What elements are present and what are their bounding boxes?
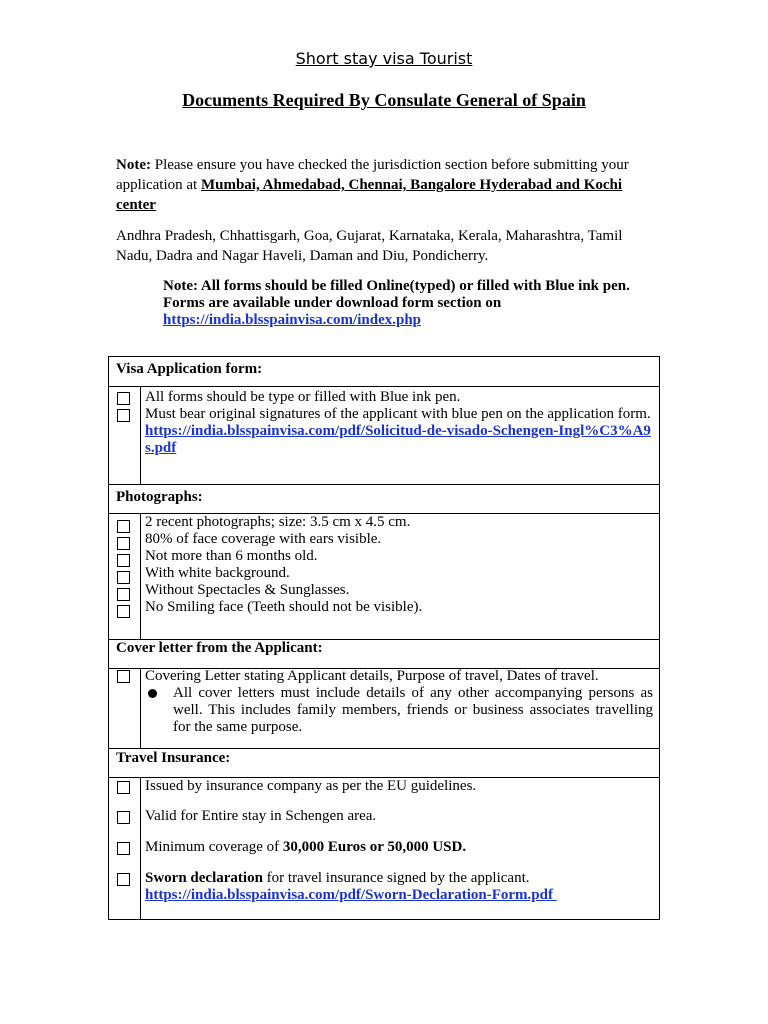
insurance-checkbox-3[interactable]: [117, 842, 130, 855]
photo-item: No Smiling face (Teeth should not be visible).: [145, 599, 423, 615]
photo-items: [145, 514, 653, 616]
cover-bullet-row: [145, 685, 653, 736]
visa-form-link[interactable]: https://india.blsspainvisa.com/pdf/Solicitud-de-visado-Schengen-Ingl%C3%A9s.pdf: [145, 423, 651, 456]
document-subtitle: Short stay visa Tourist: [295, 49, 473, 68]
insurance-item-4: [145, 870, 653, 904]
cover-items: [145, 668, 653, 736]
requirements-table: [108, 356, 660, 920]
photo-item: With white background.: [145, 565, 290, 581]
cover-item: Covering Letter stating Applicant details, Purpose of travel, Dates of travel.: [145, 668, 599, 684]
forms-note-line2: Forms are available under download form section on: [163, 295, 502, 311]
photo-item: 2 recent photographs; size: 3.5 cm x 4.5 cm.: [145, 514, 411, 530]
sworn-declaration-link[interactable]: https://india.blsspainvisa.com/pdf/Sworn-Declaration-Form.pdf: [145, 887, 557, 903]
insurance-checkbox-1[interactable]: [117, 781, 130, 794]
column-divider: [140, 386, 141, 484]
insurance-checkbox-2[interactable]: [117, 811, 130, 824]
visa-items: [145, 389, 653, 457]
column-divider: [140, 668, 141, 748]
note-text: Please ensure you have checked the jurisdiction section before submitting your application at: [116, 157, 629, 193]
insurance-item-3-prefix: Minimum coverage of: [145, 839, 283, 855]
visa-checkbox-2[interactable]: [117, 409, 130, 422]
column-divider: [140, 777, 141, 920]
visa-section-header: Visa Application form:: [116, 361, 263, 377]
sworn-declaration-text: for travel insurance signed by the applicant.: [262, 870, 530, 886]
document-title: Documents Required By Consulate General of Spain: [182, 90, 586, 110]
photo-checkbox-6[interactable]: [117, 605, 130, 618]
download-forms-link[interactable]: https://india.blsspainvisa.com/index.php: [163, 312, 422, 328]
forms-note: [163, 278, 663, 329]
table-divider: [109, 386, 659, 387]
table-divider: [109, 484, 659, 485]
photo-item: Without Spectacles & Sunglasses.: [145, 582, 350, 598]
table-divider: [109, 748, 659, 749]
insurance-coverage-amount: 30,000 Euros or 50,000 USD.: [282, 839, 467, 855]
photo-checkbox-2[interactable]: [117, 537, 130, 550]
note-label: Note:: [116, 157, 151, 173]
column-divider: [140, 513, 141, 639]
visa-item: All forms should be type or filled with Blue ink pen.: [145, 389, 461, 405]
visa-item: Must bear original signatures of the applicant with blue pen on the application form.: [145, 406, 651, 422]
cover-section-header: Cover letter from the Applicant:: [116, 640, 323, 656]
photo-item: Not more than 6 months old.: [145, 548, 318, 564]
cover-bullet-text: All cover letters must include details of any other accompanying persons as well. This includes family members, friends or business associates travelling for the same purpose.: [173, 685, 653, 735]
photo-checkbox-5[interactable]: [117, 588, 130, 601]
photo-item: 80% of face coverage with ears visible.: [145, 531, 382, 547]
forms-note-line1: Note: All forms should be filled Online(typed) or filled with Blue ink pen.: [163, 278, 630, 294]
sworn-declaration-label: Sworn declaration: [145, 870, 263, 886]
photo-checkbox-3[interactable]: [117, 554, 130, 567]
insurance-item-1: Issued by insurance company as per the EU guidelines.: [145, 778, 477, 794]
jurisdiction-states: Andhra Pradesh, Chhattisgarh, Goa, Gujarat, Karnataka, Kerala, Maharashtra, Tamil Nadu, Dadra and Nagar Haveli, Daman and Diu, Pondicherry.: [116, 228, 623, 264]
cover-checkbox[interactable]: [117, 670, 130, 683]
insurance-item-3: [145, 839, 653, 856]
note-cities: Mumbai, Ahmedabad, Chennai, Bangalore Hyderabad and Kochi center: [116, 177, 623, 213]
photo-checkbox-1[interactable]: [117, 520, 130, 533]
photo-checkbox-4[interactable]: [117, 571, 130, 584]
photos-section-header: Photographs:: [116, 489, 203, 505]
bullet-icon: [148, 689, 157, 698]
insurance-item-2: Valid for Entire stay in Schengen area.: [145, 808, 377, 824]
insurance-checkbox-4[interactable]: [117, 873, 130, 886]
visa-checkbox-1[interactable]: [117, 392, 130, 405]
insurance-section-header: Travel Insurance:: [116, 750, 231, 766]
jurisdiction-note: [116, 155, 651, 215]
